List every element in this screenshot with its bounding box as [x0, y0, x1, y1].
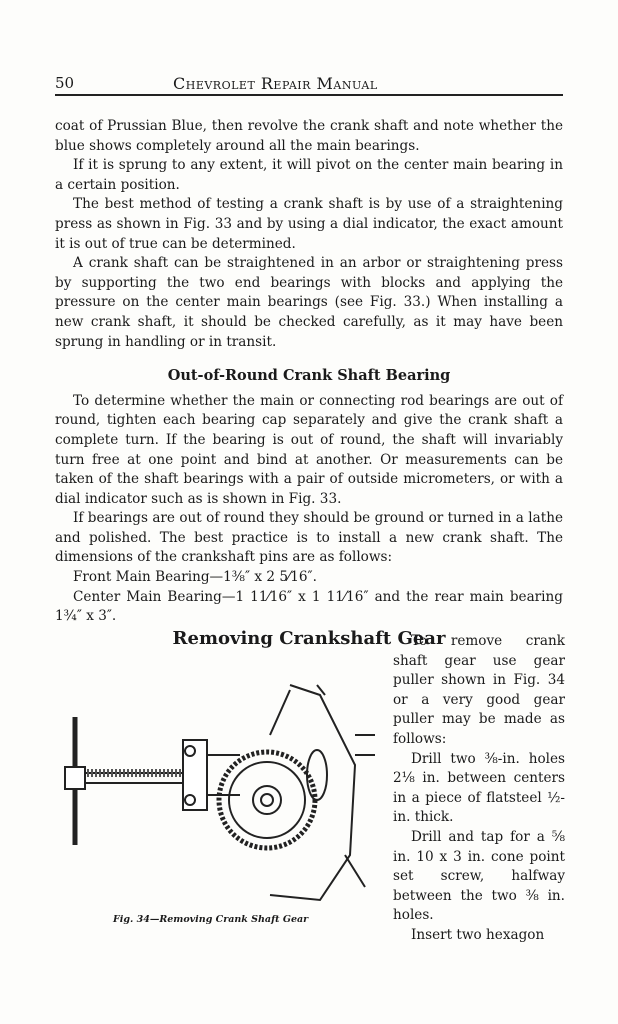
- running-title: Chevrolet Repair Manual: [173, 74, 378, 93]
- gear-puller-illustration: [55, 655, 390, 910]
- paragraph: Insert two hexagon: [411, 926, 545, 943]
- paragraph: If it is sprung to any extent, it will pivot on the center main bearing in a certain position.: [55, 157, 563, 193]
- section-heading: Out-of-Round Crank Shaft Bearing: [167, 367, 451, 385]
- paragraph: Drill two ⅜-in. holes 2⅛ in. between centers in a piece of flatsteel ½-in. thick.: [393, 750, 565, 826]
- page-number: 50: [55, 74, 75, 92]
- paragraph: Drill and tap for a ⅝ in. 10 x 3 in. cone point set screw, halfway between the two ⅜ in. holes.: [393, 828, 565, 924]
- paragraph: coat of Prussian Blue, then revolve the crank shaft and note whether the blue shows completely around all the main bearings.: [55, 118, 563, 154]
- paragraph: To determine whether the main or connecting rod bearings are out of round, tighten each bearing cap separately and give the crank shaft a complete turn. If the bearing is out of round, the shaft will invariably turn free at one point and bind at another. Or measurements can be taken of the shaft bearings with a pair of outside micrometers, or with a dial indicator such as is shown in Fig. 33.: [55, 392, 563, 507]
- page-header: [55, 70, 563, 94]
- body-text: [55, 117, 563, 652]
- paragraph: A crank shaft can be straightened in an arbor or straightening press by supporting the two end bearings with blocks and applying the pressure on the center main bearings (see Fig. 33.) When installing a new crank shaft, it should be checked carefully, as it may have been sprung in handling or in transit.: [55, 255, 563, 350]
- right-column-text: [393, 632, 565, 946]
- paragraph: Front Main Bearing—1⅜″ x 2 5⁄16″.: [73, 569, 317, 586]
- figure-caption: Fig. 34—Removing Crank Shaft Gear: [113, 914, 309, 925]
- paragraph: Center Main Bearing—1 11⁄16″ x 1 11⁄16″ and the rear main bearing 1¾″ x 3″.: [55, 588, 563, 625]
- section-heading: Removing Crankshaft Gear: [172, 627, 446, 649]
- header-rule: [55, 94, 563, 96]
- paragraph: To remove crank shaft gear use gear puller shown in Fig. 34 or a very good gear puller may be made as follows:: [393, 633, 565, 747]
- paragraph: The best method of testing a crank shaft is by use of a straightening press as shown in Fig. 33 and by using a dial indicator, the exact amount it is out of true can be determined.: [55, 196, 563, 252]
- paragraph: If bearings are out of round they should be ground or turned in a lathe and polished. The best practice is to install a new crank shaft. The dimensions of the crankshaft pins are as follows:: [55, 510, 563, 566]
